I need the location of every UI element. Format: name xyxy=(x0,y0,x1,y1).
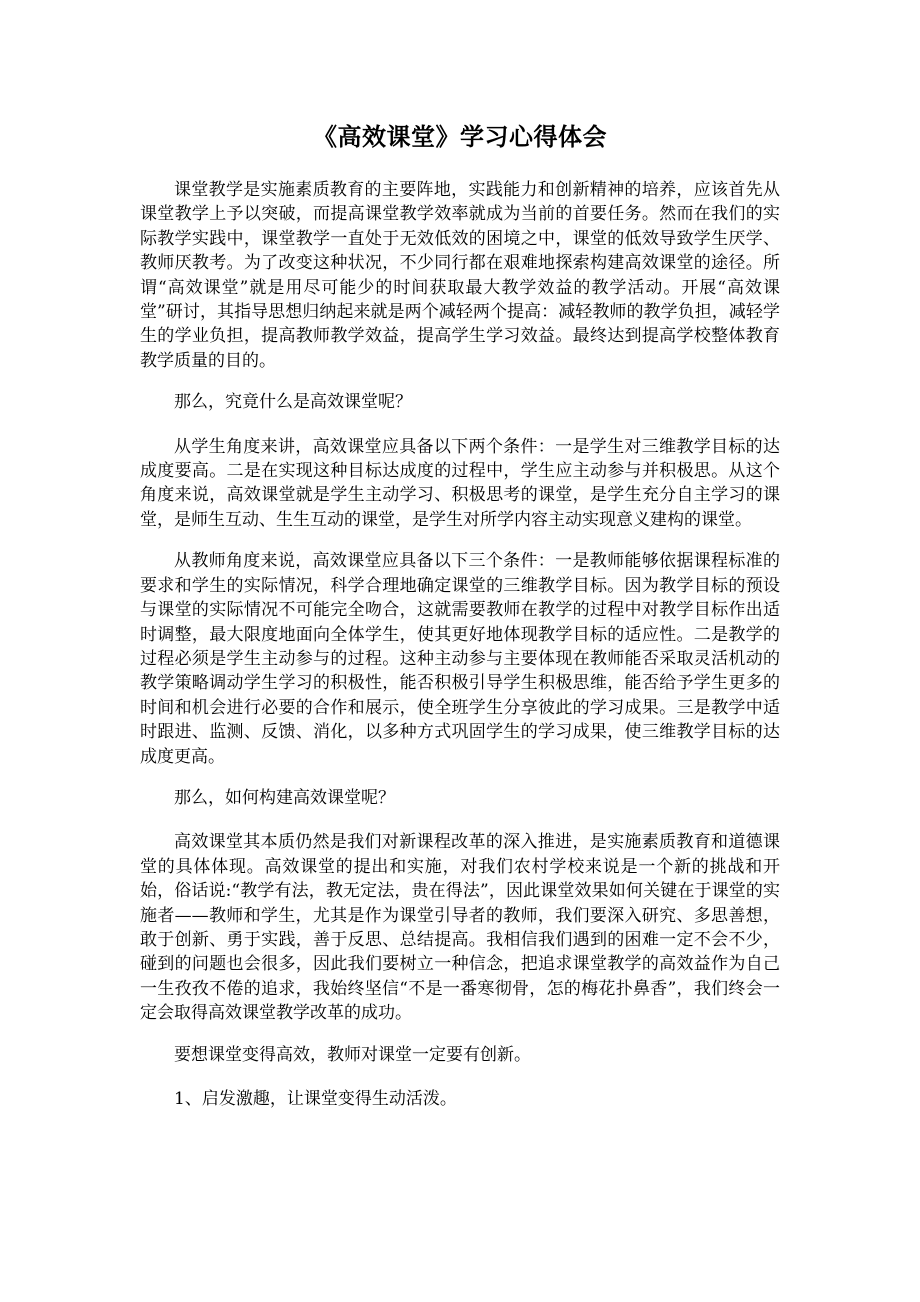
document-title: 《高效课堂》学习心得体会 xyxy=(313,123,607,151)
paragraph-point-1: 1、启发激趣，让课堂变得生动活泼。 xyxy=(174,1089,457,1109)
paragraph-question-what: 那么，究竟什么是高效课堂呢？ xyxy=(174,392,412,413)
paragraph-teacher-view: 从教师角度来说，高效课堂应具备以下三个条件：一是教师能够依据课程标准的要求和学生的实际情况，科学合理地确定课堂的三维教学目标。因为教学目标的预设与课堂的实际情况不可能完全吻合，这就需要教师在教学的过程中对教学目标作出适时调整，最大限度地面向全体学生，使其更好地体现教学目标的适应性。二是教学的过程必须是学生主动参与的过程。这种主动参与主要体现在教师能否采取灵活机动的教学策略调动学生学习的积极性，能否积极引导学生积极思维，能否给予学生更多的时间和机会进行必要的合作和展示，使全班学生分享彼此的学习成果。三是教学中适时跟进、监测、反馈、消化，以多种方式巩固学生的学习成果，使三维教学目标的达成度更高。 xyxy=(140,551,780,767)
paragraph-student-view: 从学生角度来讲，高效课堂应具备以下两个条件：一是学生对三维教学目标的达成度要高。二是在实现这种目标达成度的过程中，学生应主动参与并积极思。从这个角度来说，高效课堂就是学生主动学习、积极思考的课堂，是学生充分自主学习的课堂，是师生互动、生生互动的课堂，是学生对所学内容主动实现意义建构的课堂。 xyxy=(140,436,780,530)
document-body xyxy=(140,178,780,1131)
paragraph-essence: 高效课堂其本质仍然是我们对新课程改革的深入推进，是实施素质教育和道德课堂的具体体现。高效课堂的提出和实施，对我们农村学校来说是一个新的挑战和开始，俗话说:“教学有法，教无定法，贵在得法”，因此课堂效果如何关键在于课堂的实施者——教师和学生，尤其是作为课堂引导者的教师，我们要深入研究、多思善想，敢于创新、勇于实践，善于反思、总结提高。我相信我们遇到的困难一定不会不少，碰到的问题也会很多，因此我们要树立一种信念，把追求课堂教学的高效益作为自己一生孜孜不倦的追求，我始终坚信“不是一番寒彻骨，怎的梅花扑鼻香”，我们终会一定会取得高效课堂教学改革的成功。 xyxy=(140,832,780,1024)
paragraph-intro: 课堂教学是实施素质教育的主要阵地，实践能力和创新精神的培养，应该首先从课堂教学上予以突破，而提高课堂教学效率就成为当前的首要任务。然而在我们的实际教学实践中，课堂教学一直处于无效低效的困境之中，课堂的低效导致学生厌学、教师厌教考。为了改变这种状况，不少同行都在艰难地探索构建高效课堂的途径。所谓“高效课堂”就是用尽可能少的时间获取最大教学效益的教学活动。开展“高效课堂”研讨，其指导思想归纳起来就是两个减轻两个提高：减轻教师的教学负担，减轻学生的学业负担，提高教师教学效益，提高学生学习效益。最终达到提高学校整体教育教学质量的目的。 xyxy=(140,180,780,371)
paragraph-question-how: 那么，如何构建高效课堂呢？ xyxy=(174,787,395,808)
paragraph-innovation: 要想课堂变得高效，教师对课堂一定要有创新。 xyxy=(174,1044,531,1065)
